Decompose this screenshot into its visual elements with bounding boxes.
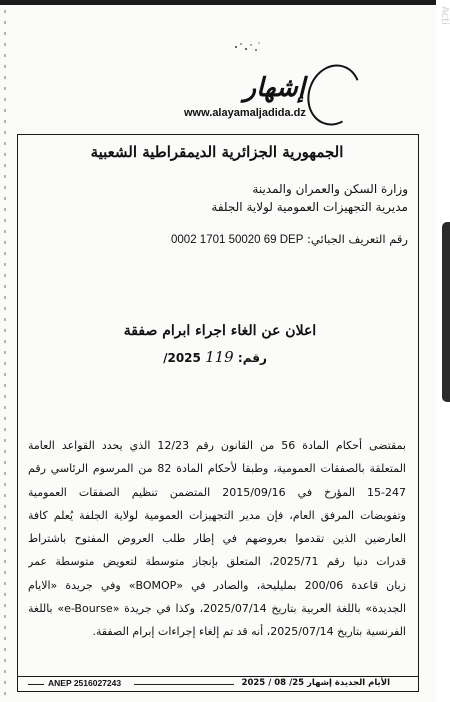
- footer-divider: [17, 676, 419, 677]
- issuer-block: [120, 180, 408, 216]
- body-line: قدرات دنيا رقم 2025/71، المتعلق بإنجاز متوسطة لتعويض متوسطة عمر: [28, 555, 406, 569]
- issue-date: الأيام الجديدة إشهار 25/ 08 / 2025: [241, 678, 390, 688]
- scroll-handle[interactable]: [442, 222, 450, 402]
- anep-reference: ANEP 2516027243: [48, 678, 122, 688]
- logo-ring-icon: [299, 57, 369, 133]
- top-dark-bar: [0, 0, 436, 5]
- notice-number-label: رقم:: [237, 351, 267, 365]
- body-line: بمقتضى أحكام المادة 56 من القانون رقم 12/23 الذي يحدد القواعد العامة: [28, 439, 406, 452]
- body-line: المتعلقة بالصفقات العمومية، وطبقا لأحكام المادة 82 من المرسوم الرئاسي رقم: [28, 462, 406, 476]
- republic-heading: الجمهورية الجزائرية الديمقراطية الشعبية: [90, 143, 344, 161]
- notice-number: [130, 348, 300, 366]
- body-line: العارضين الذين تقدموا بعروضهم في إطار طلب العروض المفتوح باشتراط: [28, 532, 406, 546]
- body-line: الفرنسية بتاريخ 2025/07/14، أنه قد تم إلغاء إجراءات إبرام الصفقة.: [92, 625, 406, 639]
- print-specks: [232, 40, 262, 54]
- tax-id-line: [150, 232, 408, 246]
- logo-word: إشهار: [243, 73, 305, 103]
- left-dotted-margin: [4, 10, 6, 700]
- body-line: زبان قاعدة 200/06 بمليليحة، والصادر في «BOMOP» وفي جريدة «الايام: [28, 578, 406, 592]
- notice-number-value: 119: [205, 348, 234, 366]
- notice-body: [28, 434, 406, 644]
- tax-id-value: 0002 1701 50020 69 DEP: [171, 234, 304, 246]
- body-line: 15-247 المؤرخ في 2015/09/16 المتضمن تنظيم الصفقات العمومية: [28, 485, 406, 499]
- body-line: وتفويضات المرفق العام، فإن مدير التجهيزات العمومية لولاية الجلفة يُعلم كافة: [28, 508, 406, 522]
- tax-id-label: رقم التعريف الجبائي:: [307, 232, 408, 246]
- logo-url: www.alayamaljadida.dz: [184, 107, 306, 119]
- footer-rule-left: [28, 684, 44, 685]
- ministry-name: وزارة السكن والعمران والمدينة: [252, 182, 408, 196]
- footer-rule-middle: [134, 684, 234, 685]
- directorate-name: مديرية التجهيزات العمومية لولاية الجلفة: [211, 200, 408, 214]
- notice-number-year: 2025/: [163, 351, 201, 365]
- side-watermark: Acti: [439, 6, 450, 25]
- body-line: الجديدة» باللغة العربية بتاريخ 2025/07/14، وكذا في جريدة «e-Bourse» باللغة: [28, 602, 406, 616]
- notice-title: اعلان عن الغاء اجراء ابرام صفقة: [123, 323, 317, 339]
- footer-bar: [18, 678, 418, 690]
